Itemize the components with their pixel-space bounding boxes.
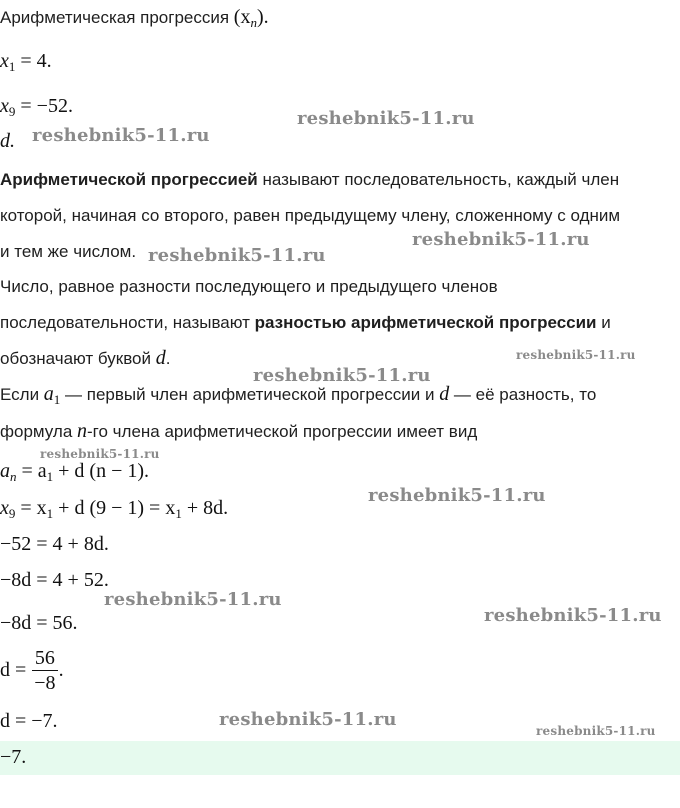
equation-1: −52 = 4 + 8d. [0,533,109,555]
watermark: reshebnik5-11.ru [516,348,636,362]
watermark: reshebnik5-11.ru [484,605,662,626]
watermark: reshebnik5-11.ru [412,229,590,250]
watermark: reshebnik5-11.ru [297,108,475,129]
equation-2: −8d = 4 + 52. [0,569,109,591]
formula-intro-line-1: Если $a_1$ — первый член арифметической прогрессии и d — её разность, то [0,383,597,407]
fraction-equation: d = $\frac{56}{-8}$ . [0,647,64,694]
watermark: reshebnik5-11.ru [536,724,656,738]
term-arithmetic-progression: Арифметической прогрессией [0,170,258,189]
watermark: reshebnik5-11.ru [148,245,326,266]
difference-line-3: обозначают буквой d. [0,347,171,369]
term-difference: разностью арифметической прогрессии [254,313,597,332]
problem-title [0,6,269,31]
title-text: Арифметическая прогрессия [0,8,234,27]
definition-line-3: и тем же числом. [0,242,137,261]
given-x9: $x_9 = -52$. [0,95,73,119]
x9-formula: $x_9 = x_1 + d$ $(9 - 1) = x_1 + 8d$. [0,497,229,521]
watermark: reshebnik5-11.ru [32,125,210,146]
fraction-numerator: 56 [32,646,57,671]
equation-4: d = −7. [0,710,58,732]
fraction [32,646,57,695]
equation-3: −8d = 56. [0,612,78,634]
formula-intro-line-2: формула n-го члена арифметической прогрессии имеет вид [0,420,478,442]
fraction-denominator: −8 [34,672,56,694]
definition-line-1: Арифметической прогрессией называют последовательность, каждый член [0,170,620,189]
general-formula: $a_n = a_1 + d$ (n − 1). [0,460,150,484]
watermark: reshebnik5-11.ru [253,365,431,386]
watermark: reshebnik5-11.ru [40,447,160,461]
title-expression: $(x_n)$. [233,6,269,30]
answer-box [0,741,680,775]
watermark: reshebnik5-11.ru [368,485,546,506]
find-d: d. [0,130,15,152]
given-x1: $x_1 = 4$. [0,50,52,74]
answer-value: −7. [0,746,27,768]
difference-line-2: последовательности, называют разностью арифметической прогрессии и [0,313,611,332]
definition-line-2: которой, начиная со второго, равен предыдущему члену, сложенному с одним [0,206,621,225]
watermark: reshebnik5-11.ru [104,589,282,610]
watermark: reshebnik5-11.ru [219,709,397,730]
difference-line-1: Число, равное разности последующего и предыдущего членов [0,277,498,296]
